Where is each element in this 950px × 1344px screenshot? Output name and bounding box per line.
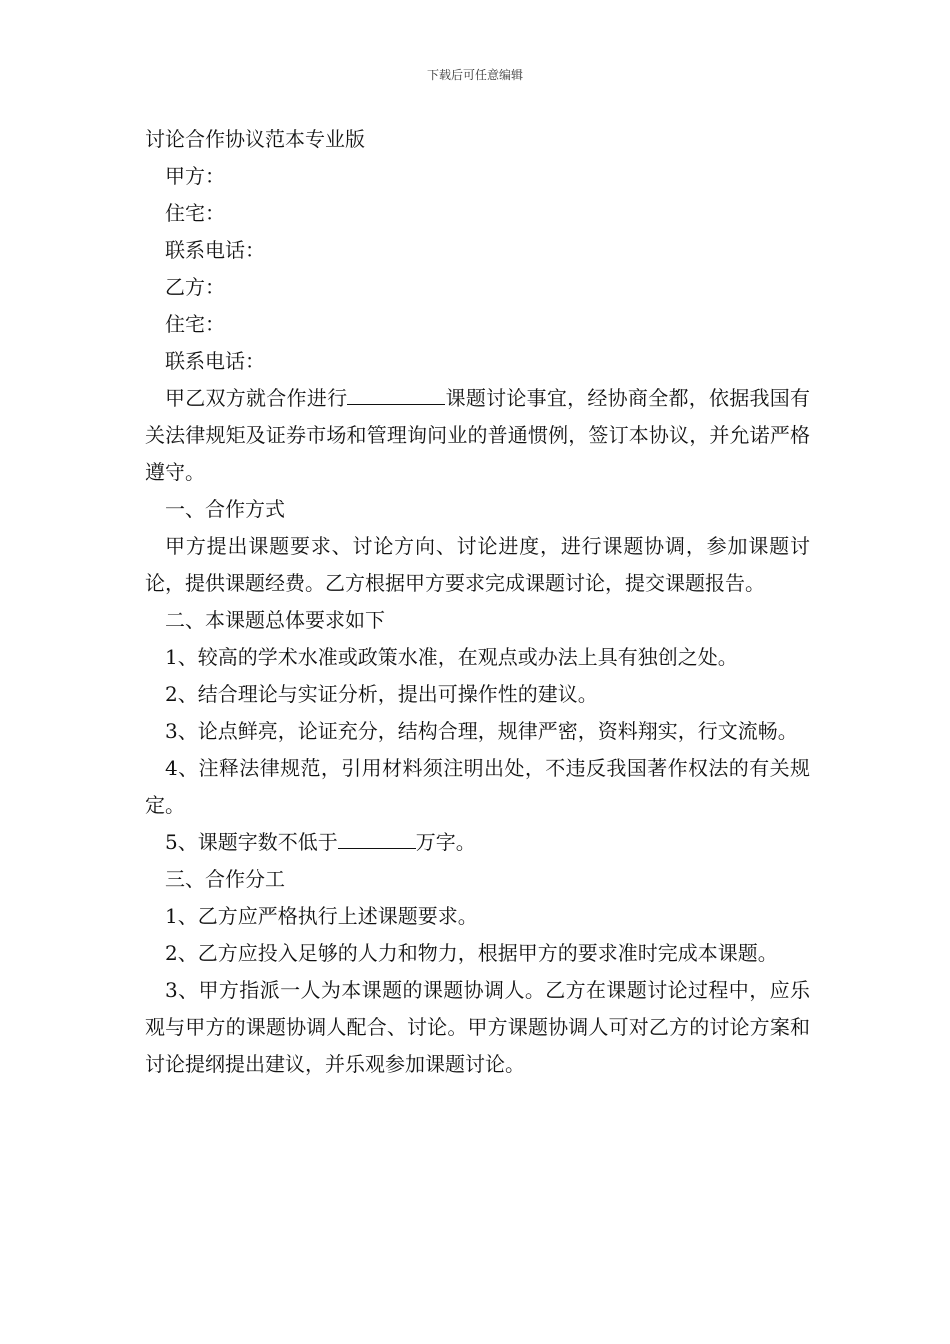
header-note: 下载后可任意编辑	[426, 68, 523, 82]
division-2: 2、乙方应投入足够的人力和物力，根据甲方的要求准时完成本课题。	[165, 941, 778, 965]
division-1: 1、乙方应严格执行上述课题要求。	[165, 904, 478, 928]
intro-paragraph	[145, 380, 810, 491]
section-2-heading: 二、本课题总体要求如下	[165, 608, 385, 632]
party-b-label: 乙方：	[165, 275, 225, 299]
intro-text-after: 课题讨论事宜，经协商全都，依据我国有关法律规矩及证券市场和管理询问业的普通惯例，签订本协议，并允诺严格遵守。	[145, 386, 811, 484]
party-b-phone: 联系电话：	[165, 349, 265, 373]
requirement-5-after: 万字。	[415, 830, 476, 854]
requirement-3: 3、论点鲜亮，论证充分，结构合理，规律严密，资料翔实，行文流畅。	[165, 719, 798, 743]
party-a-label: 甲方：	[165, 164, 225, 188]
requirement-1: 1、较高的学术水准或政策水准，在观点或办法上具有独创之处。	[165, 645, 738, 669]
intro-text-before: 甲乙双方就合作进行	[165, 386, 348, 410]
section-1-heading: 一、合作方式	[165, 497, 285, 521]
document-body	[145, 121, 810, 1083]
requirement-4: 4、注释法律规范，引用材料须注明出处，不违反我国著作权法的有关规定。	[145, 756, 810, 817]
division-3: 3、甲方指派一人为本课题的课题协调人。乙方在课题讨论过程中，应乐观与甲方的课题协调人配合、讨论。甲方课题协调人可对乙方的讨论方案和讨论提纲提出建议，并乐观参加课题讨论。	[145, 978, 810, 1076]
requirement-5-before: 5、课题字数不低于	[165, 830, 338, 854]
party-b-address: 住宅：	[165, 312, 225, 336]
word-count-blank	[338, 824, 416, 849]
topic-blank	[347, 380, 445, 405]
section-3-heading: 三、合作分工	[165, 867, 285, 891]
document-title: 讨论合作协议范本专业版	[145, 127, 365, 151]
section-1-body: 甲方提出课题要求、讨论方向、讨论进度，进行课题协调，参加课题讨论，提供课题经费。乙方根据甲方要求完成课题讨论，提交课题报告。	[145, 534, 810, 595]
party-a-phone: 联系电话：	[165, 238, 265, 262]
party-a-address: 住宅：	[165, 201, 225, 225]
requirement-2: 2、结合理论与实证分析，提出可操作性的建议。	[165, 682, 598, 706]
requirement-5	[145, 824, 810, 861]
